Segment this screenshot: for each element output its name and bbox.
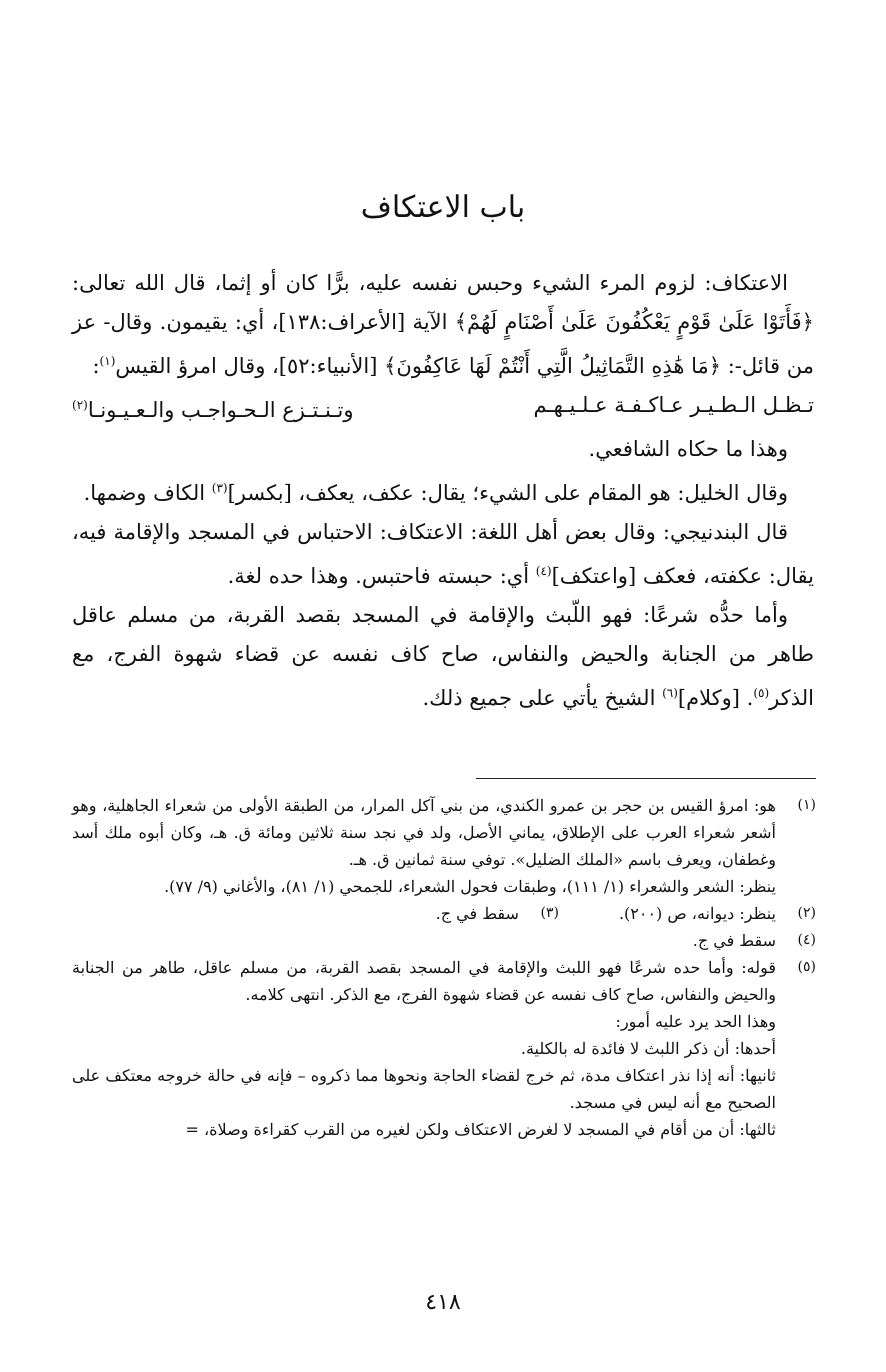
text-run: . [وكلام] <box>677 686 754 710</box>
footnote-5-line: وهذا الحد يرد عليه أمور: <box>615 1012 776 1031</box>
paragraph-bandaniji <box>72 513 814 596</box>
main-text <box>72 264 814 718</box>
footnotes <box>72 792 816 1143</box>
footnote-ref: (٢) <box>72 398 88 412</box>
text-run: وأما حدُّه شرعًا: فهو اللّبث والإقامة في المسجد بقصد القربة، من مسلم عاقل طاهر من الجنابة والحيض والنفاس، صاح كاف نفسه عن قضاء شهوة الفرج، مع الذكر <box>72 603 814 710</box>
paragraph-shafii: وهذا ما حكاه الشافعي. <box>588 437 788 461</box>
footnote-ref: (١) <box>99 354 116 368</box>
footnote-text: سقط في ج. <box>692 931 776 950</box>
footnote-ref: (٤) <box>535 564 552 578</box>
footnote-number: (٤) <box>797 932 816 948</box>
footnote-row-2-3 <box>72 900 816 927</box>
verse-hemistich-first: تـظـل الـطـيـر عـاكـفـة عـلـيـهـم <box>533 393 814 417</box>
footnote-5-line: ثانيها: أنه إذا نذر اعتكاف مدة، ثم خرج لقضاء الحاجة ونحوها مما ذكروه – فإنه في حالة خروجه معتكف على الصحيح مع أنه ليس في مسجد. <box>72 1066 777 1112</box>
verse-hemistich-second <box>72 386 354 430</box>
paragraph-sharia-definition <box>72 596 814 718</box>
footnote-separator <box>476 778 816 779</box>
footnote-text: ينظر: ديوانه، ص (٢٠٠). <box>618 904 776 923</box>
footnote-ref: (٣) <box>211 481 228 495</box>
footnote-5-line: ثالثها: أن من أقام في المسجد لا لغرض الاعتكاف ولكن لغيره من القرب كقراءة وصلاة، = <box>185 1120 776 1139</box>
footnote-4 <box>72 927 816 954</box>
verse-text: وتـنـتـزع الـحـواجـب والـعـيـونـا <box>87 398 354 422</box>
footnote-5 <box>72 954 816 1008</box>
poetry-verse <box>72 386 814 430</box>
footnote-5-line: أحدها: أن ذكر اللبث لا فائدة له بالكلية. <box>520 1039 776 1058</box>
footnote-number: (٣) <box>540 905 559 921</box>
footnote-number: (٢) <box>797 905 816 921</box>
text-run: : <box>92 354 100 378</box>
footnote-text: سقط في ج. <box>435 904 519 923</box>
footnote-number: (٥) <box>797 959 816 975</box>
paragraph-khalil <box>72 469 814 513</box>
footnote-text: هو: امرؤ القيس بن حجر بن عمرو الكندي، من بني آكل المرار، من الطبقة الأولى من شعراء الجاهلية، وهو أشعر شعراء العرب على الإطلاق، يماني الأصل، ولد في نجد سنة ثلاثين ومائة ق. هـ، وكان أبوه ملك أسد وغطفان، ويعرف باسم «الملك الضليل». توفي سنة ثمانين ق. هـ. <box>72 796 776 869</box>
footnote-text: قوله: وأما حده شرعًا فهو اللبث والإقامة في المسجد بقصد القربة، من مسلم عاقل، طاهر من الجنابة والحيض والنفاس، صاح كاف نفسه عن قضاء شهوة الفرج، مع الذكر. انتهى كلامه. <box>72 958 776 1004</box>
footnote-ref: (٥) <box>753 686 770 700</box>
footnote-ref: (٦) <box>662 686 678 700</box>
footnote-1 <box>72 792 816 873</box>
text-run: قال البندنيجي: وقال بعض أهل اللغة: الاعتكاف: الاحتباس في المسجد والإقامة فيه، يقال: عكفته، فعكف [واعتكف] <box>72 520 814 588</box>
paragraph-definition <box>72 264 814 386</box>
text-run: أي: حبسته فاحتبس. وهذا حده لغة. <box>227 564 536 588</box>
chapter-title: باب الاعتكاف <box>360 190 526 225</box>
footnote-1-reference: ينظر: الشعر والشعراء (١/ ١١١)، وطبقات فحول الشعراء، للجمحي (١/ ٨١)، والأغاني (٩/ ٧٧). <box>164 877 776 896</box>
text-run: الاعتكاف: لزوم المرء الشيء وحبس نفسه عليه، برًّا كان أو إثما، قال الله تعالى: ﴿فَأَتَوْا عَلَىٰ قَوْمٍ يَعْكُفُونَ عَلَىٰ أَصْنَامٍ لَهُمْ﴾ الآية [الأعراف:١٣٨]، أي: يقيمون. وقال- عز من قائل-: ﴿مَا هَٰذِهِ التَّمَاثِيلُ الَّتِي أَنْتُمْ لَهَا عَاكِفُونَ﴾ [الأنبياء:٥٢]، وقال امرؤ القيس <box>72 271 814 378</box>
text-run: وقال الخليل: هو المقام على الشيء؛ يقال: عكف، يعكف، [بكسر] <box>227 481 788 505</box>
text-run: الشيخ يأتي على جميع ذلك. <box>422 686 663 710</box>
footnote-number: (١) <box>797 797 816 813</box>
page-number: ٤١٨ <box>425 1290 461 1315</box>
text-run: الكاف وضمها. <box>83 481 212 505</box>
